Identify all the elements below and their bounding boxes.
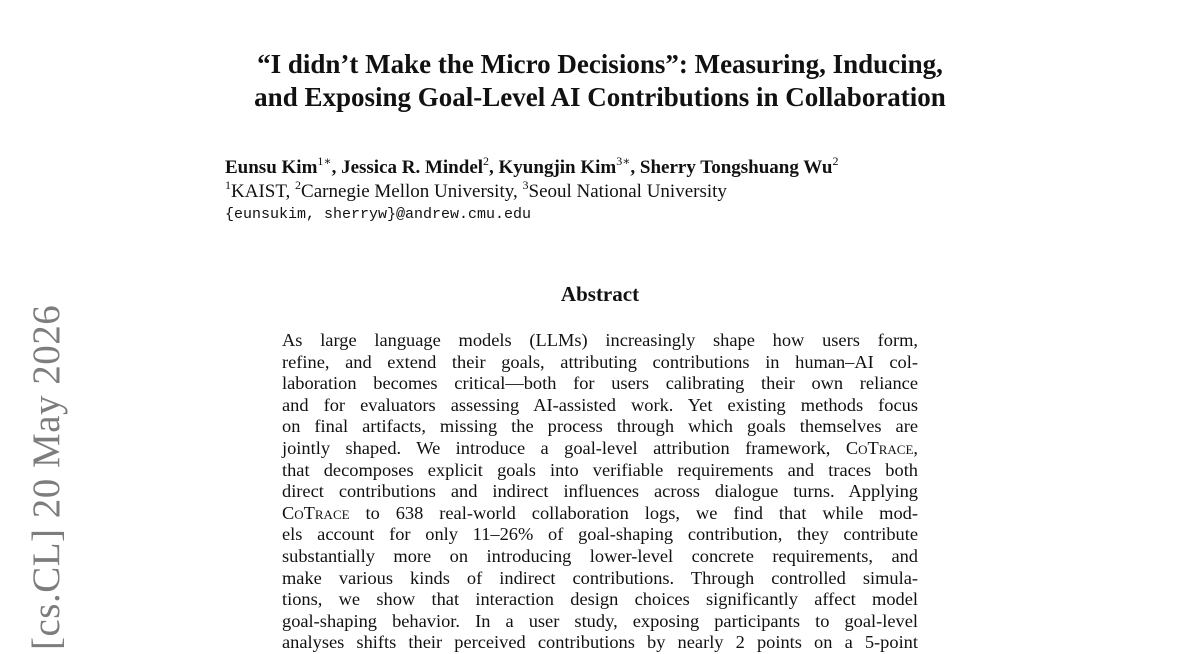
- abstract-line: make various kinds of indirect contributions. Through controlled simula-: [282, 567, 918, 588]
- arxiv-sidebar-stamp: [cs.CL] 20 May 2026: [25, 304, 68, 650]
- author-mark: 3∗: [616, 154, 631, 168]
- abstract-line: As large language models (LLMs) increasingly shape how users form,: [282, 330, 918, 350]
- title-line: and Exposing Goal-Level AI Contributions in Collaboration: [254, 82, 946, 112]
- abstract-line: goal-shaping behavior. In a user study, exposing participants to goal-level: [282, 610, 918, 631]
- abstract-line: direct contributions and indirect influences across dialogue turns. Applying: [282, 481, 918, 502]
- paper-title: [0, 48, 1200, 114]
- abstract-line: laboration becomes critical—both for users calibrating their own reliance: [282, 373, 918, 394]
- author-names: Eunsu Kim$^{1∗}$, Jessica R. Mindel$^2$, Kyungjin Kim$^{3∗}$, Sherry Tongshuang Wu$^2$: [225, 154, 839, 178]
- affiliation-name: Seoul National University: [528, 181, 727, 202]
- affiliation-mark: 3: [522, 178, 529, 192]
- abstract-line: CoTrace to 638 real-world collaboration logs, we find that while mod-: [282, 502, 918, 523]
- author-name: Eunsu Kim: [225, 157, 318, 178]
- affiliation-name: KAIST: [231, 181, 286, 202]
- abstract-line: substantially more on introducing lower-level concrete requirements, and: [282, 545, 918, 566]
- abstract-line: jointly shaped. We introduce a goal-level attribution framework, CoTrace,: [282, 437, 918, 458]
- abstract-line: and for evaluators assessing AI-assisted work. Yet existing methods focus: [282, 394, 918, 415]
- abstract-line: refine, and extend their goals, attributing contributions in human–AI col-: [282, 351, 918, 372]
- title-line: “I didn’t Make the Micro Decisions”: Measuring, Inducing,: [257, 49, 943, 79]
- author-mark: 1∗: [317, 154, 332, 168]
- affiliation-mark: 1: [225, 178, 231, 192]
- abstract-line: analyses shifts their perceived contributions by nearly 2 points on a 5-point: [282, 632, 918, 653]
- author-email: {eunsukim, sherryw}@andrew.cmu.edu: [225, 206, 532, 223]
- abstract-line: tions, we show that interaction design choices significantly affect model: [282, 589, 918, 610]
- author-mark: 2: [483, 154, 490, 168]
- system-name: CoTrace: [282, 502, 350, 523]
- author-affiliations: $^1$KAIST, $^2$Carnegie Mellon University, $^3$Seoul National University: [225, 178, 727, 202]
- author-name: Kyungjin Kim: [498, 157, 617, 178]
- affiliation-mark: 2: [295, 178, 302, 192]
- abstract-line: on final artifacts, missing the process through which goals themselves are: [282, 416, 918, 437]
- system-name: CoTrace: [845, 437, 914, 458]
- author-block: [225, 156, 838, 226]
- abstract-heading: Abstract: [560, 282, 640, 306]
- abstract-line: els account for only 11–26% of goal-shaping contribution, they contribute: [282, 524, 918, 545]
- abstract-line: that decomposes explicit goals into verifiable requirements and traces both: [282, 459, 918, 480]
- author-mark: 2: [832, 154, 839, 168]
- author-name: Sherry Tongshuang Wu: [639, 157, 833, 178]
- author-name: Jessica R. Mindel: [341, 157, 484, 178]
- affiliation-name: Carnegie Mellon University: [301, 181, 513, 202]
- abstract-body: [282, 330, 918, 654]
